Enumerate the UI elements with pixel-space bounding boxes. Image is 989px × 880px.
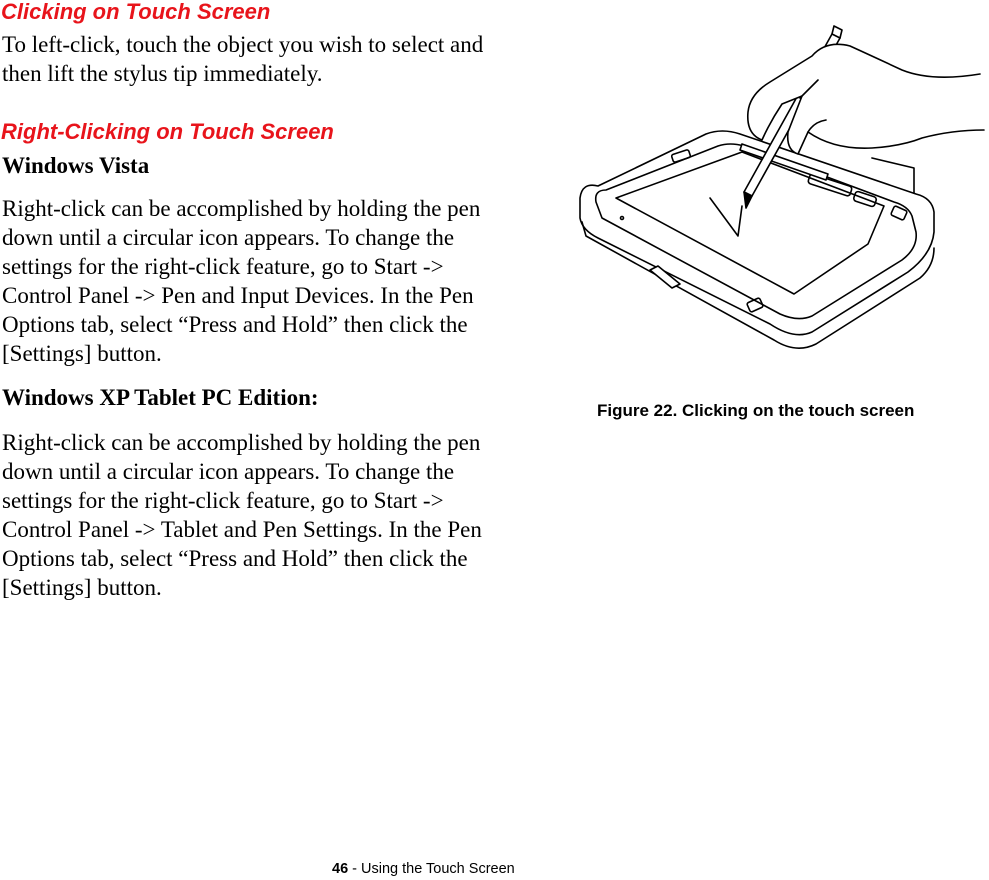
text-line: [Settings] button. bbox=[2, 575, 162, 600]
text-line: down until a circular icon appears. To change the bbox=[2, 459, 455, 484]
text-line: settings for the right-click feature, go to Start -> bbox=[2, 488, 444, 513]
text-line: Control Panel -> Tablet and Pen Settings. In the Pen bbox=[2, 517, 482, 542]
text-line: [Settings] button. bbox=[2, 341, 162, 366]
paragraph-xp-right-click bbox=[2, 428, 524, 602]
paragraph-left-click bbox=[2, 30, 524, 88]
text-line: then lift the stylus tip immediately. bbox=[2, 61, 323, 86]
tablet-stylus-illustration bbox=[572, 22, 988, 374]
text-line: down until a circular icon appears. To change the bbox=[2, 225, 455, 250]
text-line: Right-click can be accomplished by holding the pen bbox=[2, 196, 481, 221]
page-number: 46 bbox=[332, 861, 349, 877]
paragraph-vista-right-click bbox=[2, 194, 524, 368]
text-line: Control Panel -> Pen and Input Devices. In the Pen bbox=[2, 283, 474, 308]
heading-clicking-on-touch-screen: Clicking on Touch Screen bbox=[1, 0, 271, 24]
footer-separator: - bbox=[348, 861, 362, 877]
subheading-windows-xp-tablet: Windows XP Tablet PC Edition: bbox=[2, 385, 319, 410]
text-line: Options tab, select “Press and Hold” then click the bbox=[2, 546, 468, 571]
figure-caption: Figure 22. Clicking on the touch screen bbox=[597, 401, 915, 420]
subheading-windows-vista: Windows Vista bbox=[2, 153, 150, 178]
page-footer bbox=[332, 860, 515, 878]
footer-title: Using the Touch Screen bbox=[361, 861, 515, 877]
text-line: Options tab, select “Press and Hold” then click the bbox=[2, 312, 468, 337]
text-line: To left-click, touch the object you wish to select and bbox=[2, 32, 484, 57]
heading-right-clicking-on-touch-screen: Right-Clicking on Touch Screen bbox=[1, 119, 334, 144]
text-line: Right-click can be accomplished by holding the pen bbox=[2, 430, 481, 455]
text-line: settings for the right-click feature, go to Start -> bbox=[2, 254, 444, 279]
